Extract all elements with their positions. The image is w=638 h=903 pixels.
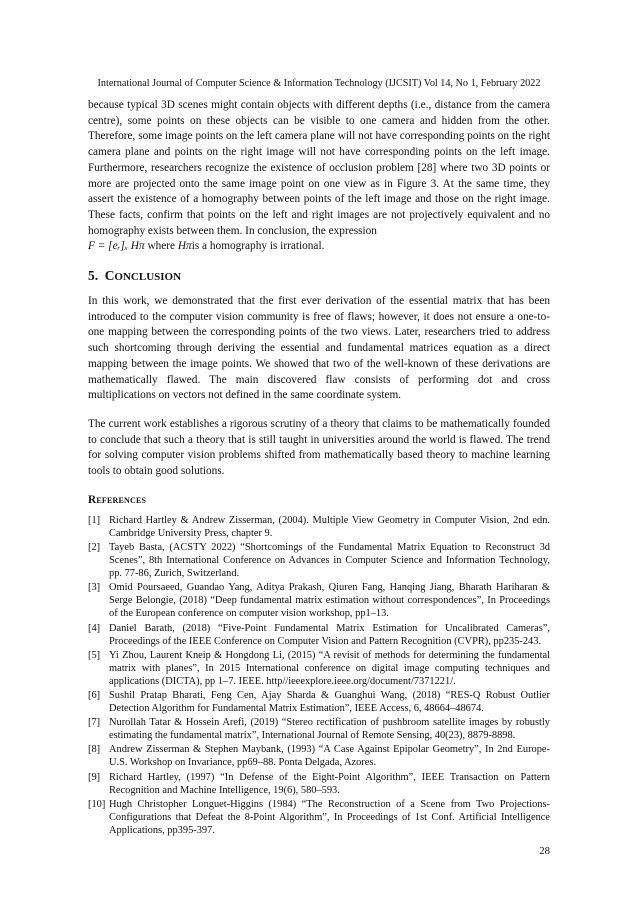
reference-text: Andrew Zisserman & Stephen Maybank, (1993) “A Case Against Epipolar Geometry”, In 2nd Europe-U.S. Workshop on Invariance, pp69–88. Ponta Delgada, Azores. <box>109 744 550 769</box>
reference-text: Omid Poursaeed, Guandao Yang, Aditya Prakash, Qiuren Fang, Hanqing Jiang, Bharath Hariharan & Serge Belongie, (2018) “Deep fundamental matrix estimation without correspondences”, In Proceedings of the European conference on computer vision workshop, pp1–13. <box>109 582 550 620</box>
intro-paragraph <box>88 98 550 255</box>
conclusion-paragraph-2: The current work establishes a rigorous scrutiny of a theory that claims to be mathematically founded to conclude that such a theory that is still taught in universities around the world is flawed. The trend for solving computer vision problems shifted from mathematically based theory to machine learning tools to obtain good solutions. <box>88 417 550 478</box>
reference-item <box>88 622 550 648</box>
reference-text: Richard Hartley, (1997) “In Defense of the Eight-Point Algorithm”, IEEE Transaction on Pattern Recognition and Machine Intelligence, 19(6), 580–593. <box>109 771 550 796</box>
section-number: 5. <box>88 268 99 284</box>
reference-text: Daniel Barath, (2018) “Five-Point Fundamental Matrix Estimation for Uncalibrated Cameras”, Proceedings of the IEEE Conference on Computer Vision and Pattern Recognition (CVPR), pp235-243. <box>109 622 550 647</box>
reference-item <box>88 541 550 580</box>
reference-number: [9] <box>88 771 101 783</box>
references-heading: References <box>88 493 147 506</box>
reference-number: [3] <box>88 582 101 594</box>
reference-number: [8] <box>88 744 101 756</box>
reference-text: Sushil Pratap Bharati, Feng Cen, Ajay Sharda & Guanghui Wang, (2018) “RES-Q Robust Outlier Detection Algorithm for Fundamental Matrix Estimation”, IEEE Access, 6, 48664–48674. <box>109 689 550 715</box>
formula: F = [eᵣ]ₓ Hπ <box>88 240 145 253</box>
reference-item <box>88 716 550 742</box>
reference-text: Hugh Christopher Longuet-Higgins (1984) “The Reconstruction of a Scene from Two Projections-Configurations that Defeat the 8-Point Algorithm”, In Proceedings of 1st Conf. Artificial Intelligence Applications, pp395-397. <box>109 798 550 836</box>
conclusion-paragraph-1: In this work, we demonstrated that the first ever derivation of the essential matrix that has been introduced to the computer vision community is free of flaws; however, it does not ensure a one-to-one mapping between the corresponding points of the two views. Later, researchers tried to address such shortcoming through deriving the essential and fundamental matrices equation as a direct mapping between the image points. We showed that two of the well-known of these derivations are mathematically flawed. The main discovered flaw consists of performing dot and cross multiplications on vectors not defined in the same coordinate system. <box>88 295 550 402</box>
reference-number: [5] <box>88 649 101 661</box>
reference-item <box>88 649 550 688</box>
reference-number: [7] <box>88 717 101 729</box>
running-head: International Journal of Computer Science & Information Technology (IJCSIT) Vol 14, No 1, February 2022 <box>97 78 541 89</box>
intro-text: because typical 3D scenes might contain objects with different depths (i.e., distance from the camera centre), some points on these objects can be visible to one camera and hidden from the other. Therefore, some image points on the left camera plane will not have corresponding points on the right camera plane and points on the right image will not have corresponding points on the left image. Furthermore, researchers recognize the existence of occlusion problem [28] where two 3D points or more are projected onto the same image point on one view as in Figure 3. At the same time, they assert the existence of a homography between points of the left image and those on the right image. These facts, confirm that points on the left and right images are not projectively equivalent and no homography exists between them. In conclusion, the expression <box>88 99 550 237</box>
section-heading-conclusion <box>88 268 550 284</box>
reference-item <box>88 514 550 540</box>
reference-text: Tayeb Basta, (ACSTY 2022) “Shortcomings of the Fundamental Matrix Equation to Reconstruct 3d Scenes”, 8th International Conference on Advances in Computer Science and Information Technology, pp. 77-86, Zurich, Switzerland. <box>109 541 550 580</box>
reference-number: [10] <box>88 798 106 810</box>
page-body <box>88 98 550 838</box>
reference-text: Richard Hartley & Andrew Zisserman, (2004). Multiple View Geometry in Computer Vision, 2nd edn. Cambridge University Press, chapter 9. <box>109 514 550 539</box>
intro-tail: is a homography is irrational. <box>191 240 325 253</box>
formula-symbol: Hπ <box>177 240 192 253</box>
reference-number: [6] <box>88 689 101 701</box>
reference-item <box>88 798 550 837</box>
formula-connector: where <box>144 240 178 253</box>
reference-item <box>88 771 550 797</box>
page-number: 28 <box>539 845 550 857</box>
reference-item <box>88 689 550 715</box>
reference-number: [1] <box>88 514 101 526</box>
reference-item <box>88 581 550 620</box>
reference-text: Yi Zhou, Laurent Kneip & Hongdong Li, (2015) “A revisit of methods for determining the fundamental matrix with planes”, In 2015 International conference on digital image computing techniques and applications (DICTA), pp 1–7. IEEE. http//ieeexplore.ieee.org/document/7371221/. <box>109 649 550 687</box>
section-title-rest: ONCLUSION <box>114 271 182 284</box>
reference-text: Nurollah Tatar & Hossein Arefi, (2019) “Stereo rectification of pushbroom satellite images by robustly estimating the fundamental matrix”, International Journal of Remote Sensing, 40(23), 8879-8898. <box>109 717 550 742</box>
reference-list <box>88 514 550 837</box>
reference-item <box>88 743 550 769</box>
reference-number: [2] <box>88 541 101 553</box>
section-title-first: C <box>104 268 115 284</box>
reference-number: [4] <box>88 622 101 634</box>
